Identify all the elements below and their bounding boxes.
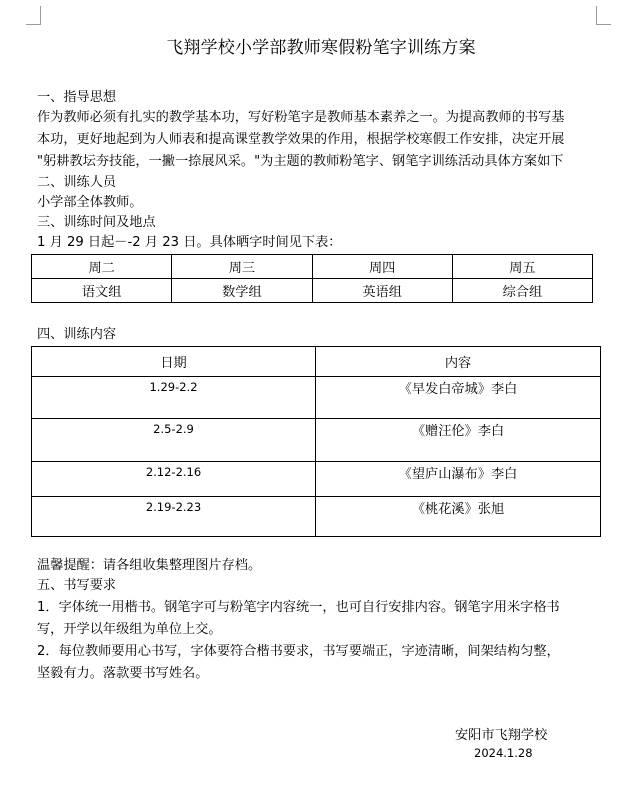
- page-corner-mark-right: [596, 6, 611, 25]
- schedule-group-cell: 英语组: [312, 279, 452, 303]
- schedule-groups-row: [32, 279, 593, 303]
- section1-line-2: 本功，更好地起到为人师表和提高课堂教学效果的作用，根据学校寒假工作安排，决定开展: [37, 132, 565, 147]
- content-cell: 《早发白帝城》李白: [316, 377, 601, 419]
- table-row: [32, 377, 601, 419]
- signature-date: 2024.1.28: [474, 746, 533, 760]
- content-header-row: [32, 347, 601, 377]
- table-row: [32, 497, 601, 537]
- section1-heading: 一、指导思想: [37, 90, 117, 105]
- reminder-text: 温馨提醒：请各组收集整理图片存档。: [37, 558, 262, 573]
- section1-line-3: "躬耕教坛夯技能，一撇一捺展风采。"为主题的教师粉笔字、钢笔字训练活动具体方案如下: [37, 154, 564, 169]
- section5-heading: 五、书写要求: [37, 578, 117, 593]
- schedule-day-cell: 周四: [312, 255, 452, 279]
- table-row: [32, 419, 601, 462]
- section5-line-3: 2．每位教师要用心书写，字体要符合楷书要求，书写要端正，字迹清晰，间架结构匀整，: [37, 644, 560, 659]
- column-header-content: 内容: [316, 347, 601, 377]
- schedule-group-cell: 语文组: [32, 279, 172, 303]
- section3-text: 1 月 29 日起－-2 月 23 日。具体晒字时间见下表：: [37, 235, 342, 250]
- page-corner-mark-left: [26, 6, 41, 25]
- schedule-day-cell: 周二: [32, 255, 172, 279]
- section3-heading: 三、训练时间及地点: [37, 215, 156, 230]
- content-cell: 《桃花溪》张旭: [316, 497, 601, 537]
- date-cell: 2.19-2.23: [32, 497, 316, 537]
- date-cell: 2.5-2.9: [32, 419, 316, 462]
- date-cell: 2.12-2.16: [32, 462, 316, 497]
- table-row: [32, 462, 601, 497]
- section1-line-1: 作为教师必须有扎实的教学基本功，写好粉笔字是教师基本素养之一。为提高教师的书写基: [37, 110, 565, 125]
- section5-line-4: 坚毅有力。落款要书写姓名。: [37, 666, 209, 681]
- schedule-day-cell: 周五: [452, 255, 592, 279]
- content-cell: 《望庐山瀑布》李白: [316, 462, 601, 497]
- document-title: 飞翔学校小学部教师寒假粉笔字训练方案: [166, 38, 476, 58]
- signature-organization: 安阳市飞翔学校: [455, 728, 548, 743]
- section2-text: 小学部全体教师。: [37, 195, 143, 210]
- section2-heading: 二、训练人员: [37, 175, 117, 190]
- content-cell: 《赠汪伦》李白: [316, 419, 601, 462]
- schedule-group-cell: 综合组: [452, 279, 592, 303]
- schedule-days-row: [32, 255, 593, 279]
- section4-heading: 四、训练内容: [37, 327, 117, 342]
- schedule-day-cell: 周三: [172, 255, 312, 279]
- schedule-table: [31, 254, 593, 303]
- section5-line-1: 1．字体统一用楷书。钢笔字可与粉笔字内容统一，也可自行安排内容。钢笔字用米字格书: [37, 600, 560, 615]
- schedule-group-cell: 数学组: [172, 279, 312, 303]
- column-header-date: 日期: [32, 347, 316, 377]
- section5-line-2: 写，开学以年级组为单位上交。: [37, 622, 222, 637]
- content-table: [31, 346, 601, 537]
- date-cell: 1.29-2.2: [32, 377, 316, 419]
